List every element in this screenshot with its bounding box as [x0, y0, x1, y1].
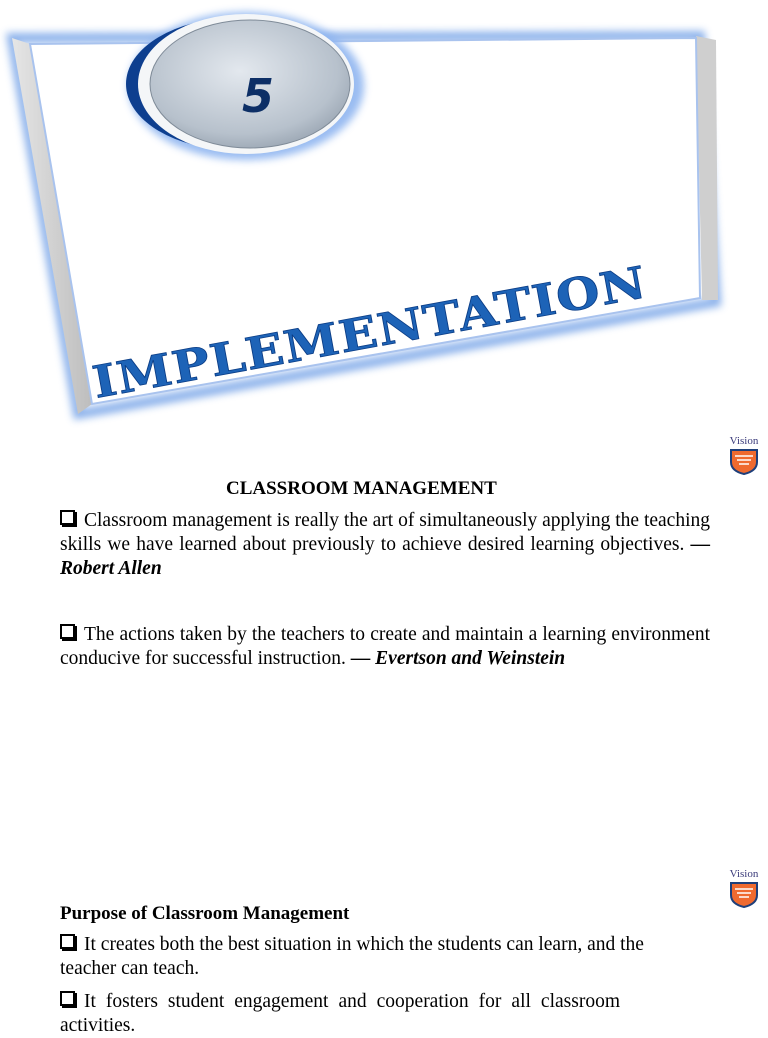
vision-logo	[726, 869, 762, 908]
section-heading-purpose: Purpose of Classroom Management	[60, 903, 350, 924]
banner-title: IMPLEMENTATION	[88, 268, 588, 409]
quote-bullet-robert-allen	[60, 509, 710, 581]
vision-logo-text: Vision	[729, 868, 759, 880]
quote-dash: —	[350, 648, 371, 669]
quote-dash: —	[690, 534, 711, 555]
quote-author: Robert Allen	[60, 558, 162, 579]
chapter-banner	[0, 0, 768, 430]
purpose-text: It fosters student engagement and cooperation for all classroom activities.	[60, 991, 620, 1036]
shield-icon	[729, 880, 759, 908]
vision-logo	[726, 436, 762, 475]
shield-icon	[729, 447, 759, 475]
purpose-bullet-1	[60, 933, 680, 981]
purpose-text: It creates both the best situation in which the students can learn, and the teacher can teach.	[60, 934, 644, 979]
section-heading-classroom-management: CLASSROOM MANAGEMENT	[226, 478, 497, 499]
checkbox-bullet-icon	[60, 934, 75, 949]
quote-text: The actions taken by the teachers to create and maintain a learning environment conducive for successful instruction.	[60, 624, 710, 669]
quote-author: Evertson and Weinstein	[375, 648, 566, 669]
chapter-number: 5	[241, 69, 275, 123]
vision-logo-text: Vision	[729, 435, 759, 447]
checkbox-bullet-icon	[60, 991, 75, 1006]
quote-text: Classroom management is really the art of simultaneously applying the teaching skills we have learned about previously to achieve desired learning objectives.	[60, 510, 711, 555]
checkbox-bullet-icon	[60, 510, 75, 525]
quote-bullet-evertson-weinstein	[60, 623, 710, 671]
purpose-bullet-2	[60, 990, 620, 1038]
checkbox-bullet-icon	[60, 624, 75, 639]
